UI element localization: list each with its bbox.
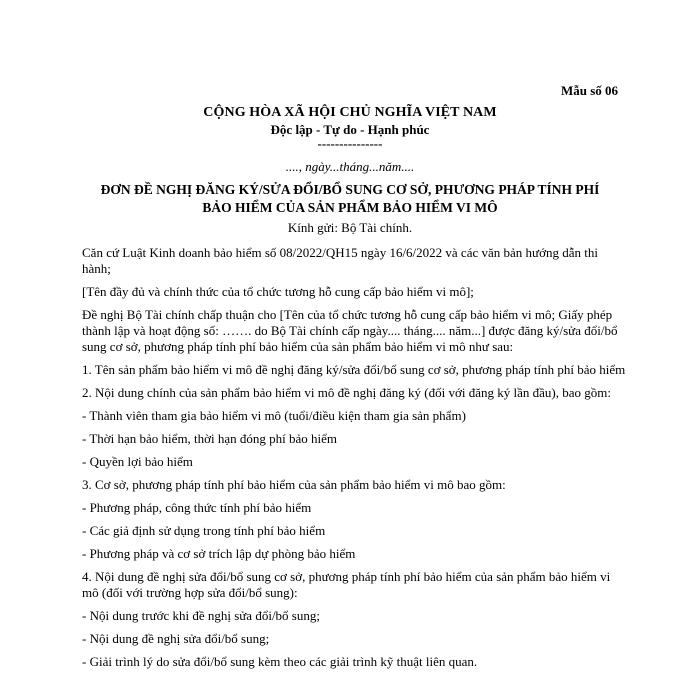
header-separator: --------------- <box>317 136 383 151</box>
document-title <box>0 181 700 217</box>
body-paragraph: - Nội dung đề nghị sửa đổi/bổ sung; <box>82 631 270 646</box>
body-paragraph: - Nội dung trước khi đề nghị sửa đổi/bổ sung; <box>82 608 320 623</box>
dateline: ...., ngày...tháng...năm.... <box>285 159 415 174</box>
body-paragraph: Đề nghị Bộ Tài chính chấp thuận cho [Tên của tổ chức tương hỗ cung cấp bảo hiểm vi mô; Giấy phép thành lập và hoạt động số: ……. do Bộ Tài chính cấp ngày.... tháng.... năm...] được đăng ký/sửa đổi/bổ sung cơ sở, phương pháp tính phí bảo hiểm của sản phẩm bảo hiểm vi mô như sau: <box>82 307 618 354</box>
body-paragraph: 2. Nội dung chính của sản phẩm bảo hiểm vi mô đề nghị đăng ký (đối với đăng ký lần đầu), bao gồm: <box>82 385 611 400</box>
body-paragraph: - Các giả định sử dụng trong tính phí bảo hiểm <box>82 523 326 538</box>
body-paragraph: - Phương pháp, công thức tính phí bảo hiểm <box>82 500 312 515</box>
body-paragraph: - Thời hạn bảo hiểm, thời hạn đóng phí bảo hiểm <box>82 431 338 446</box>
document-title-line-1: ĐƠN ĐỀ NGHỊ ĐĂNG KÝ/SỬA ĐỔI/BỔ SUNG CƠ SỞ, PHƯƠNG PHÁP TÍNH PHÍ <box>100 182 600 197</box>
form-number: Mẫu số 06 <box>560 83 618 98</box>
body-paragraph: [Tên đầy đủ và chính thức của tổ chức tương hỗ cung cấp bảo hiểm vi mô]; <box>82 284 474 299</box>
body-paragraph: - Thành viên tham gia bảo hiểm vi mô (tuổi/điều kiện tham gia sản phẩm) <box>82 408 466 423</box>
body-paragraph: - Phương pháp và cơ sở trích lập dự phòng bảo hiểm <box>82 546 356 561</box>
body-paragraph: - Giải trình lý do sửa đổi/bổ sung kèm theo các giải trình kỹ thuật liên quan. <box>82 654 478 669</box>
document-body <box>82 245 627 677</box>
body-paragraph: - Quyền lợi bảo hiểm <box>82 454 193 469</box>
recipient-line: Kính gửi: Bộ Tài chính. <box>287 220 413 235</box>
document-title-line-2: BẢO HIỂM CỦA SẢN PHẨM BẢO HIỂM VI MÔ <box>202 200 498 215</box>
body-paragraph: 4. Nội dung đề nghị sửa đổi/bổ sung cơ sở, phương pháp tính phí bảo hiểm của sản phẩm bảo hiểm vi mô (đối với trường hợp sửa đổi/bổ sung): <box>82 569 611 600</box>
body-paragraph: 1. Tên sản phẩm bảo hiểm vi mô đề nghị đăng ký/sửa đổi/bổ sung cơ sở, phương pháp tính phí bảo hiểm <box>82 362 626 377</box>
national-title: CỘNG HÒA XÃ HỘI CHỦ NGHĨA VIỆT NAM <box>203 105 497 120</box>
national-motto: Độc lập - Tự do - Hạnh phúc <box>270 122 430 137</box>
body-paragraph: Căn cứ Luật Kinh doanh bảo hiểm số 08/2022/QH15 ngày 16/6/2022 và các văn bản hướng dẫn thi hành; <box>82 245 598 276</box>
body-paragraph: 3. Cơ sở, phương pháp tính phí bảo hiểm của sản phẩm bảo hiểm vi mô bao gồm: <box>82 477 506 492</box>
